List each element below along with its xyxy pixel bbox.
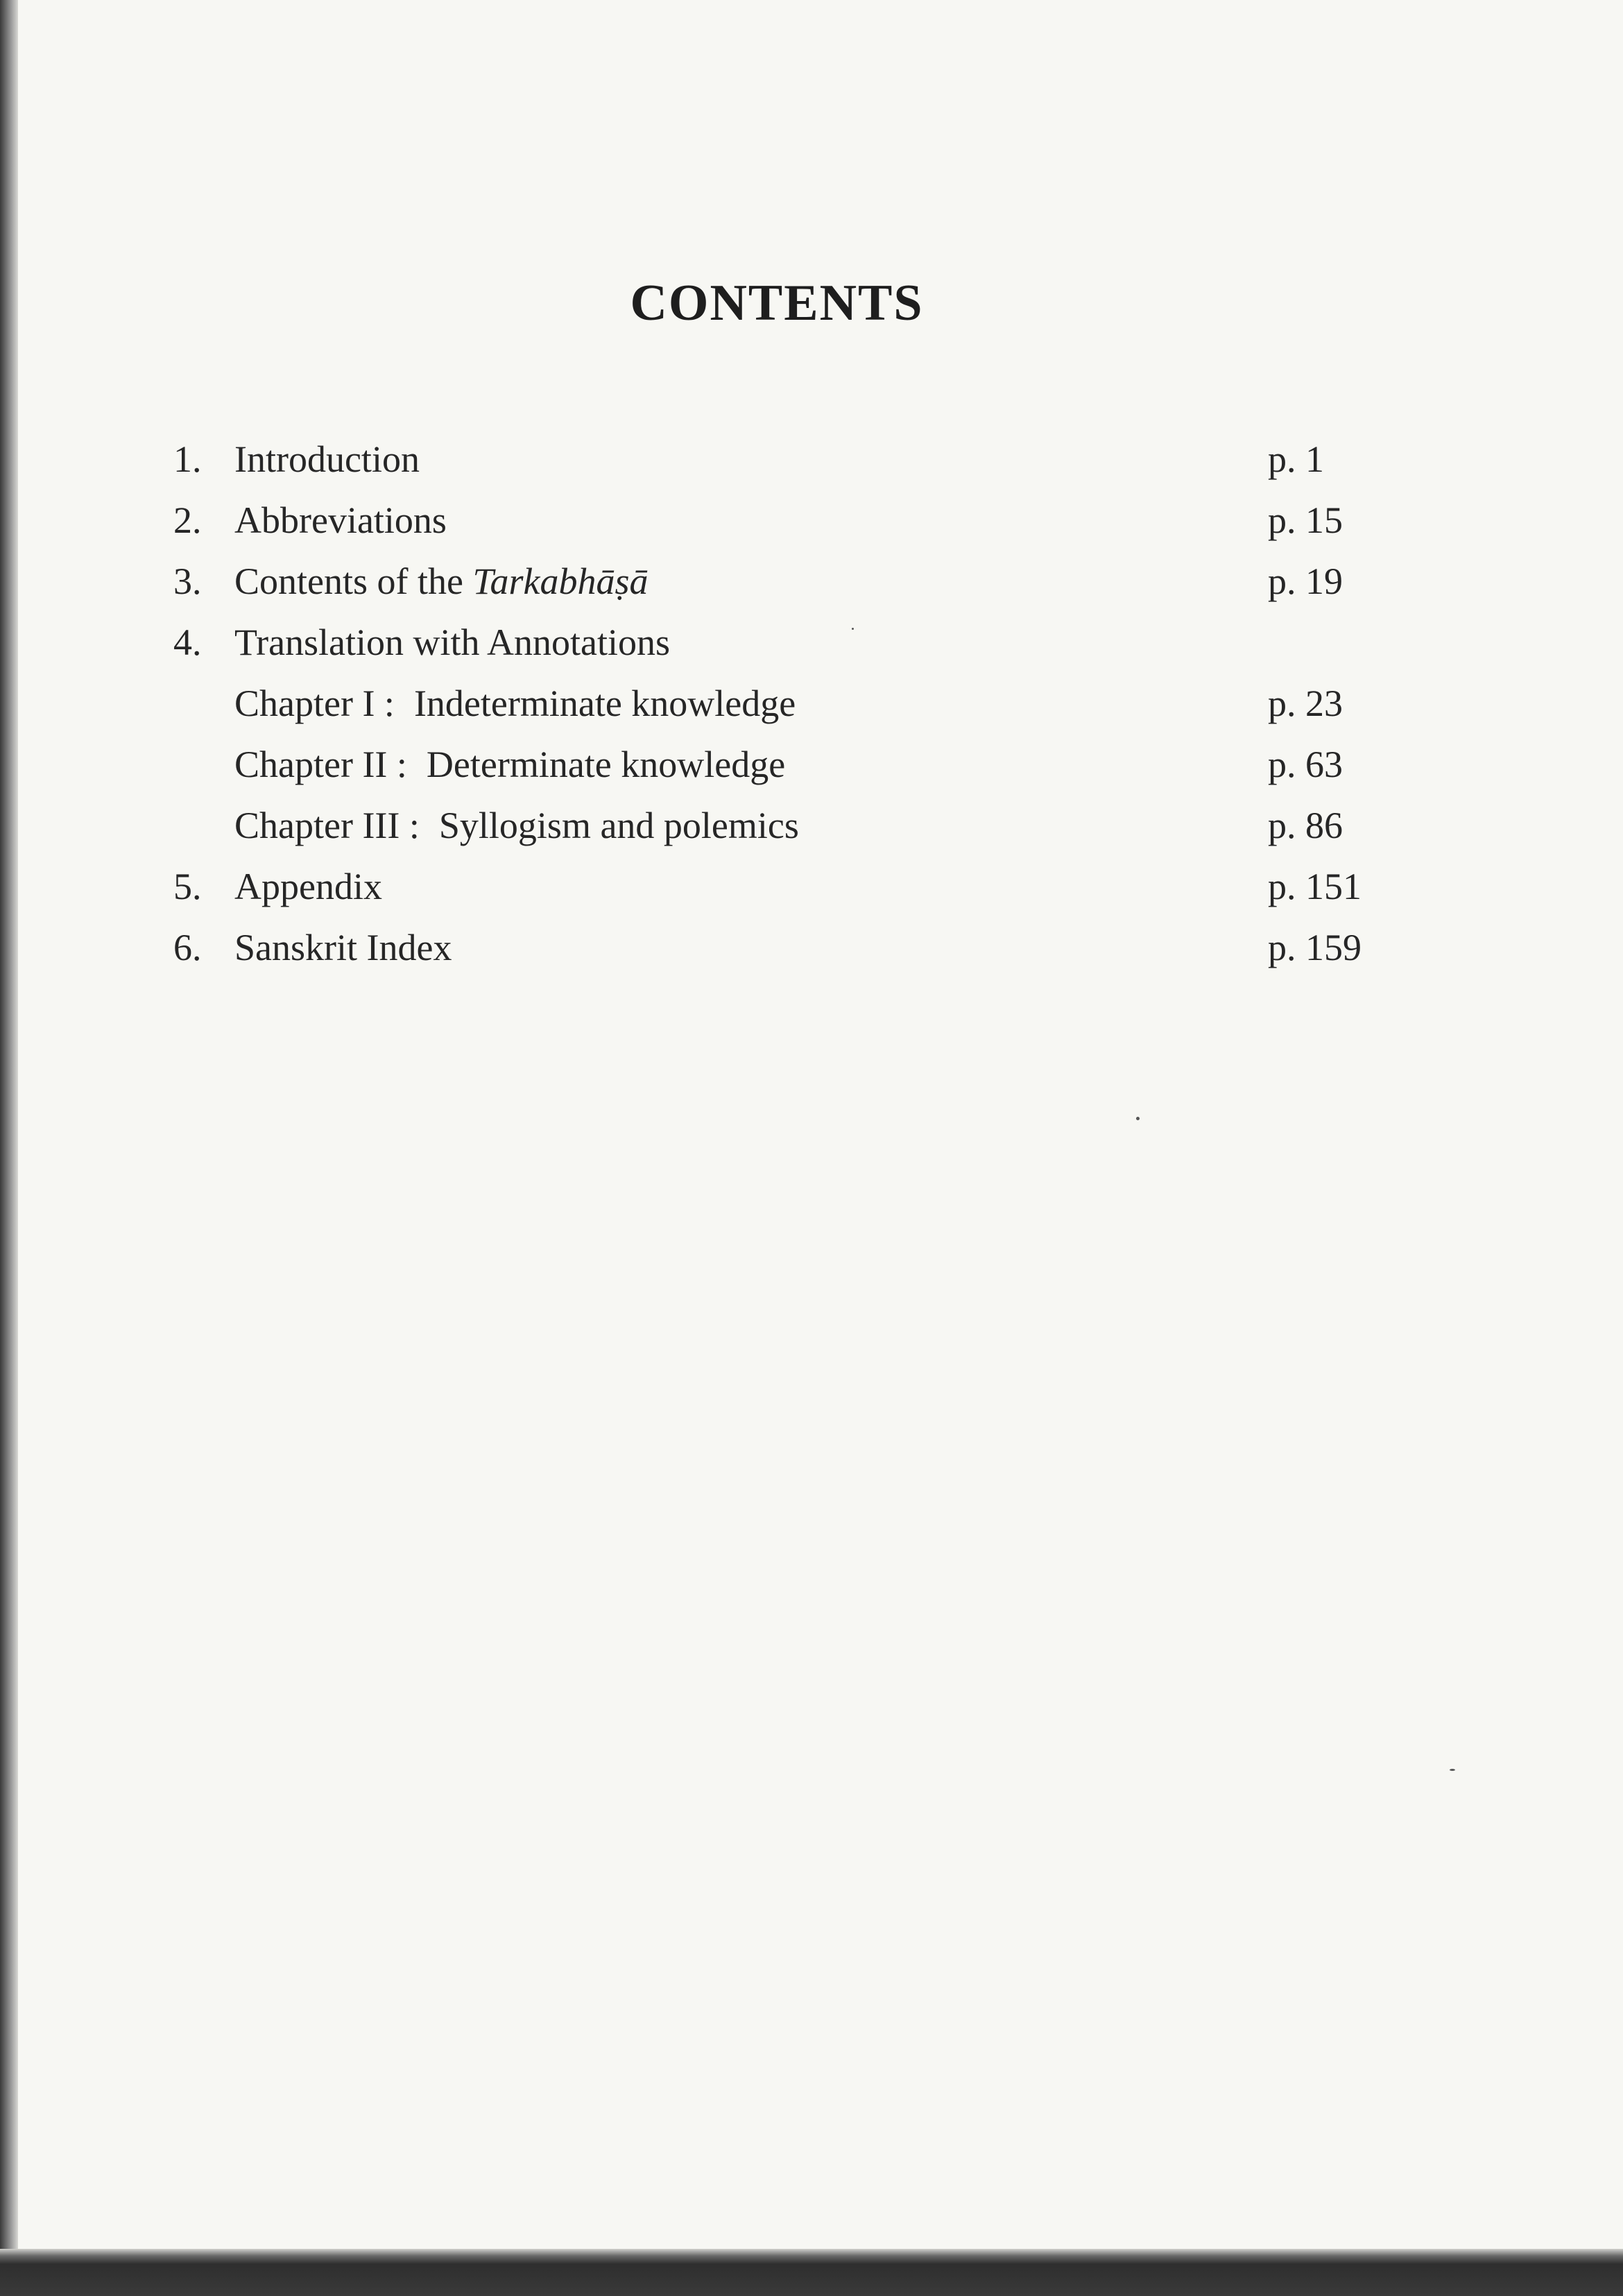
toc-entry-appendix (0, 859, 1623, 914)
toc-entry-title-prefix: Contents of the (234, 560, 473, 602)
toc-entry-title: Sanskrit Index (234, 927, 452, 968)
toc-subentry-title (234, 798, 799, 853)
scan-speck (1136, 1117, 1140, 1120)
toc-entry-translation (0, 615, 1623, 670)
toc-entry-abbreviations (0, 492, 1623, 548)
toc-entry-sanskrit-index (0, 920, 1623, 975)
toc-entry-number: 6. (173, 927, 202, 968)
toc-subentry-title (234, 737, 785, 792)
scan-speck (1450, 1769, 1455, 1771)
toc-entry-title: Introduction (234, 438, 420, 480)
toc-entry-title-italic: Tarkabhāṣā (472, 560, 649, 602)
toc-subentry-chapter-1 (0, 676, 1623, 731)
toc-entry-title: Abbreviations (234, 499, 447, 541)
toc-entry-page: p. 86 (1268, 805, 1343, 846)
toc-entry-number: 1. (173, 438, 202, 480)
chapter-label: Chapter III : (234, 805, 420, 846)
toc-subentry-chapter-3 (0, 798, 1623, 853)
toc-subentry-title (234, 676, 796, 731)
chapter-description: Syllogism and polemics (438, 805, 799, 846)
toc-entry-title: Appendix (234, 866, 382, 907)
toc-entry-page: p. 1 (1268, 438, 1324, 480)
chapter-label: Chapter II : (234, 744, 407, 785)
toc-subentry-chapter-2 (0, 737, 1623, 792)
toc-entry-page: p. 23 (1268, 683, 1343, 724)
toc-entry-title (234, 554, 649, 609)
page-title: CONTENTS (630, 275, 924, 332)
toc-entry-title: Translation with Annotations (234, 622, 671, 663)
toc-entry-contents-of-tarkabhasa (0, 554, 1623, 609)
toc-entry-page: p. 15 (1268, 499, 1343, 541)
toc-entry-page: p. 63 (1268, 744, 1343, 785)
toc-entry-number: 3. (173, 560, 202, 602)
toc-entry-page: p. 151 (1268, 866, 1362, 907)
scan-bottom-edge (0, 2249, 1623, 2296)
chapter-label: Chapter I : (234, 683, 395, 724)
toc-entry-introduction (0, 431, 1623, 487)
scan-speck (852, 628, 854, 630)
toc-entry-page: p. 159 (1268, 927, 1362, 968)
toc-entry-number: 4. (173, 622, 202, 663)
toc-entry-number: 5. (173, 866, 202, 907)
chapter-description: Indeterminate knowledge (413, 683, 796, 724)
chapter-description: Determinate knowledge (426, 744, 786, 785)
toc-entry-number: 2. (173, 499, 202, 541)
toc-entry-page: p. 19 (1268, 560, 1343, 602)
